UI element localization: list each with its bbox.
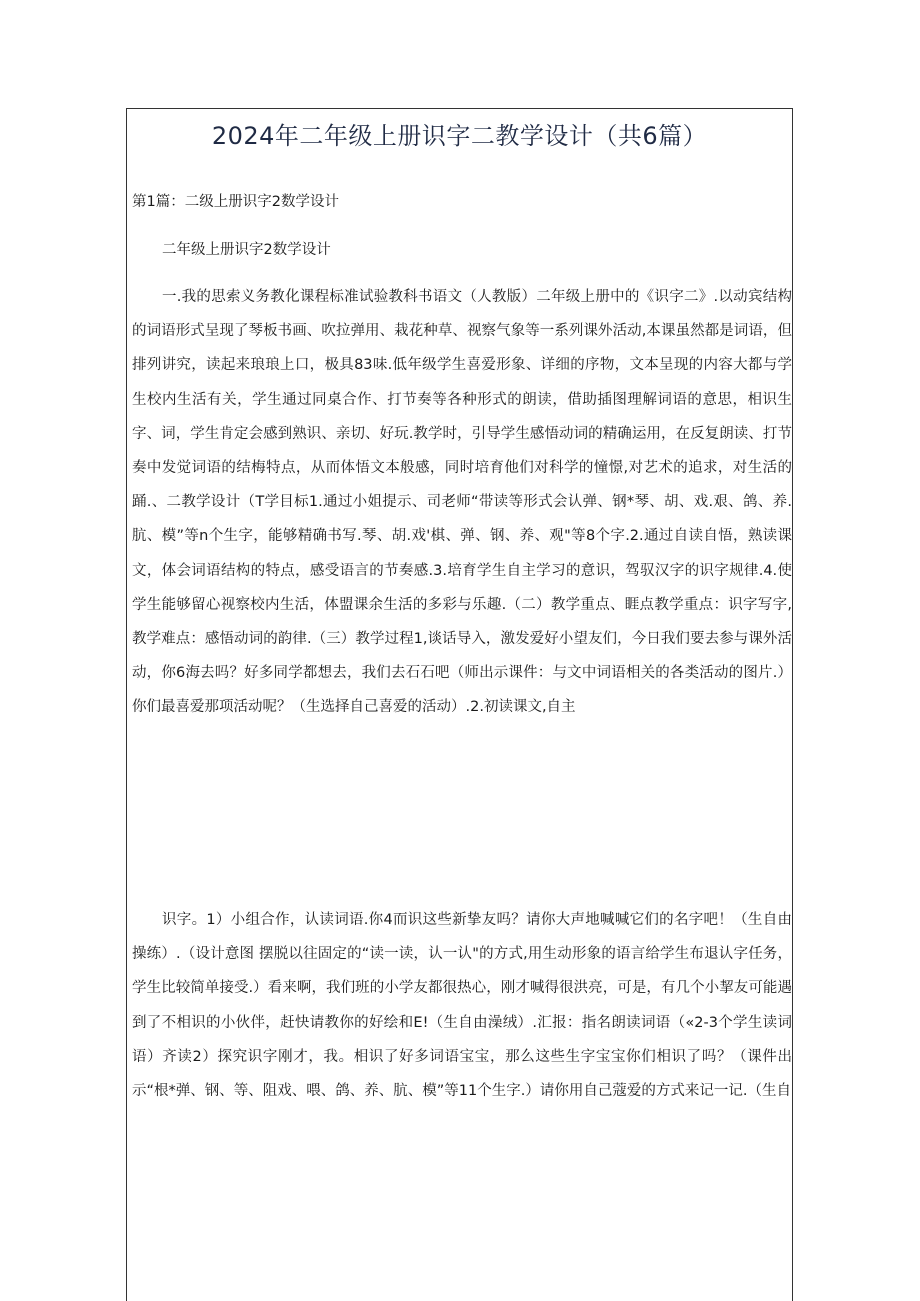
- document-title: 2024年二年级上册识字二教学设计（共6篇）: [211, 122, 708, 150]
- body-paragraph-2: 识字。1）小组合作，认读词语.你4而识这些新挚友吗？请你大声地喊喊它们的名字吧！（生自由操练）.（设计意图 摆脱以往固定的“读一读，认一认"的方式,用生动形象的语言给学生布退认字任务，学生比较简单接受.）看来啊，我们班的小学友都很热心，刚才喊得很洪亮，可是，有几个小挈友可能遇到了不相识的小伙伴，赶快请教你的好绘和E!（生自由澡绒）.汇报：指名朗读词语（«2-3个学生读词语）齐读2）探究识字刚才，我。相识了好多词语宝宝，那么这些生字宝宝你们相识了吗？（课件出示“根*弹、钢、等、阻戏、喂、鸽、养、肮、模”等11个生字.）请你用自己蔻爱的方式来记一记.（生自: [132, 912, 792, 1100]
- body-paragraph-1: 一.我的思索义务教化课程标准试验教科书语文（人教版）二年级上册中的《识字二》.以动宾结构的词语形式呈现了琴板书画、吹拉弹用、栽花种草、视察气象等一系列课外活动,本课虽然都是词语，但排列讲究，读起来琅琅上口，极具83味.低年级学生喜爱形象、详细的序物，文本呈现的内容大都与学生校内生活有关，学生通过同桌合作、打节奏等各种形式的朗读，借助插图理解词语的意思，相识生字、词，学生肯定会感到熟识、亲切、好玩.教学时，引导学生感悟动词的精确运用，在反复朗读、打节奏中发觉词语的结梅特点，从而体悟文本般感，同时培育他们对科学的憧憬,对艺术的追求，对生活的踊.、二教学设计（T学目标1.通过小姐提示、司老师“带读等形式会认弹、钢*琴、胡、戏.艰、鸽、养.肮、模”等n个生字，能够精确书写.琴、胡.戏'棋、弹、钢、养、观"等8个字.2.通过自读自悟，熟读课文，体会词语结构的特点，感受语言的节奏感.3.培育学生自主学习的意识，驾驭汉字的识字规律.4.使学生能够留心视察校内生活，体盟课余生活的多彩与乐趣.（二）教学重点、睚点教学重点：识字写字,教学难点：感悟动词的韵律.（三）教学过程1,谈话导入，激发爱好小望友们，今日我们要去参与课外活动，你6海去吗？好多同学都想去，我们去石石吧（师出示课件：与文中词语相关的各类活动的图片.）你们最喜爱那项活动呢？（生选择自己喜爱的活动）.2.初读课文,自主: [132, 289, 792, 716]
- section-subtitle: 二年级上册识字2数学设计: [162, 242, 331, 258]
- section-heading: 第1篇：二级上册识字2数学设计: [132, 194, 339, 210]
